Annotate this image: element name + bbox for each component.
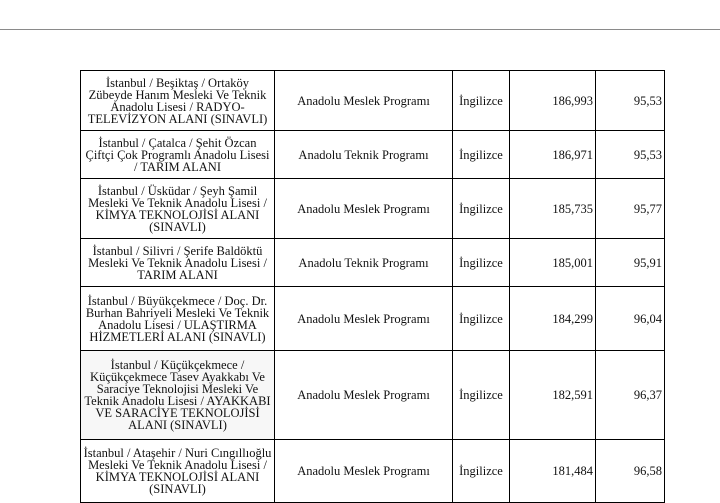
percentile-cell: 95,91 xyxy=(596,239,665,287)
percentile-cell: 95,53 xyxy=(596,131,665,179)
base-score-cell: 186,993 xyxy=(510,71,596,131)
language-cell: İngilizce xyxy=(453,131,510,179)
table-row xyxy=(81,239,665,287)
table-row xyxy=(81,440,665,503)
school-name-cell: İstanbul / Üsküdar / Şeyh Şamil Mesleki Ve Teknik Anadolu Lisesi / KİMYA TEKNOLOJİSİ ALANI (SINAVLI) xyxy=(81,179,275,239)
base-score-cell: 184,299 xyxy=(510,287,596,351)
school-name-cell: İstanbul / Silivri / Şerife Baldöktü Mesleki Ve Teknik Anadolu Lisesi / TARIM ALANI xyxy=(81,239,275,287)
program-type-cell: Anadolu Meslek Programı xyxy=(275,287,453,351)
percentile-cell: 95,77 xyxy=(596,179,665,239)
program-type-cell: Anadolu Meslek Programı xyxy=(275,351,453,440)
percentile-cell: 96,37 xyxy=(596,351,665,440)
program-type-cell: Anadolu Meslek Programı xyxy=(275,440,453,503)
percentile-cell: 96,58 xyxy=(596,440,665,503)
base-score-cell: 182,591 xyxy=(510,351,596,440)
base-score-cell: 181,484 xyxy=(510,440,596,503)
school-name-cell: İstanbul / Ataşehir / Nuri Cıngıllıoğlu Mesleki Ve Teknik Anadolu Lisesi / KİMYA TEKNOLOJİSİ ALANI (SINAVLI) xyxy=(81,440,275,503)
school-name-cell: İstanbul / Küçükçekmece / Küçükçekmece Tasev Ayakkabı Ve Saraciye Teknolojisi Mesleki Ve Teknik Anadolu Lisesi / AYAKKABI VE SARACİYE TEKNOLOJİSİ ALANI (SINAVLI) xyxy=(81,351,275,440)
language-cell: İngilizce xyxy=(453,440,510,503)
percentile-cell: 96,04 xyxy=(596,287,665,351)
school-name-cell: İstanbul / Çatalca / Şehit Özcan Çiftçi Çok Programlı Anadolu Lisesi / TARIM ALANI xyxy=(81,131,275,179)
base-score-cell: 186,971 xyxy=(510,131,596,179)
language-cell: İngilizce xyxy=(453,179,510,239)
table-row xyxy=(81,351,665,440)
document-page xyxy=(0,30,720,496)
program-type-cell: Anadolu Teknik Programı xyxy=(275,239,453,287)
table-row xyxy=(81,287,665,351)
language-cell: İngilizce xyxy=(453,351,510,440)
language-cell: İngilizce xyxy=(453,71,510,131)
school-results-table xyxy=(80,70,665,503)
percentile-cell: 95,53 xyxy=(596,71,665,131)
program-type-cell: Anadolu Meslek Programı xyxy=(275,179,453,239)
table-row xyxy=(81,131,665,179)
language-cell: İngilizce xyxy=(453,239,510,287)
school-name-cell: İstanbul / Büyükçekmece / Doç. Dr. Burhan Bahriyeli Mesleki Ve Teknik Anadolu Lisesi / ULAŞTIRMA HİZMETLERİ ALANI (SINAVLI) xyxy=(81,287,275,351)
table-row xyxy=(81,71,665,131)
base-score-cell: 185,735 xyxy=(510,179,596,239)
program-type-cell: Anadolu Teknik Programı xyxy=(275,131,453,179)
table-row xyxy=(81,179,665,239)
language-cell: İngilizce xyxy=(453,287,510,351)
program-type-cell: Anadolu Meslek Programı xyxy=(275,71,453,131)
school-name-cell: İstanbul / Beşiktaş / Ortaköy Zübeyde Hanım Mesleki Ve Teknik Anadolu Lisesi / RADYO-TELEVİZYON ALANI (SINAVLI) xyxy=(81,71,275,131)
viewer-toolbar xyxy=(0,0,720,30)
base-score-cell: 185,001 xyxy=(510,239,596,287)
